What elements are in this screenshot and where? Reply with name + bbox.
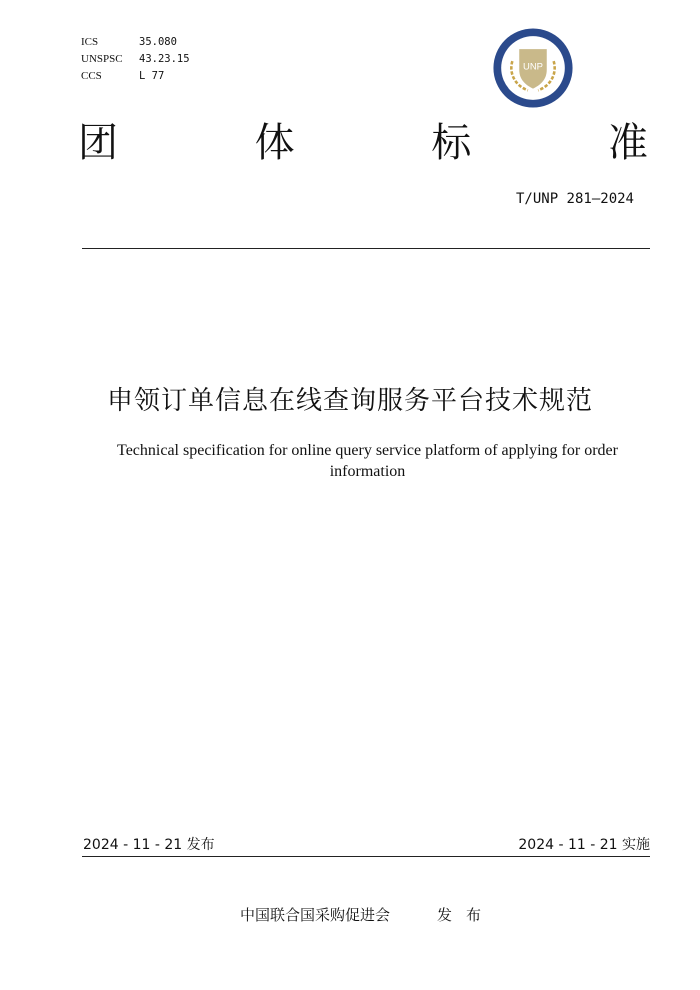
release-date: 2024 - 11 - 21 发布 — [83, 837, 215, 853]
ccs-row — [81, 68, 190, 85]
unp-logo — [490, 25, 576, 111]
ccs-value: L 77 — [139, 70, 165, 82]
english-title: Technical specification for online query service platform of applying for order information — [117, 442, 618, 480]
footer-divider — [82, 856, 650, 857]
effective-date: 2024 - 11 - 21 实施 — [518, 837, 650, 853]
chinese-title: 申领订单信息在线查询服务平台技术规范 — [106, 386, 593, 416]
publisher-name: 中国联合国采购促进会 — [240, 906, 391, 924]
ics-label: ICS — [81, 36, 99, 48]
publish-verb: 发布 — [437, 906, 496, 924]
document-category-title — [78, 117, 648, 169]
header-divider — [82, 248, 650, 249]
unspsc-label: UNSPSC — [81, 53, 123, 65]
category-char: 团 — [78, 120, 118, 166]
category-char: 标 — [431, 120, 472, 166]
ccs-label: CCS — [81, 70, 102, 82]
category-char: 体 — [254, 120, 295, 166]
logo-text: UNP — [523, 61, 543, 73]
ics-row — [81, 34, 190, 51]
ics-value: 35.080 — [139, 36, 177, 48]
classification-codes — [81, 34, 190, 85]
unspsc-row — [81, 51, 190, 68]
category-char: 准 — [607, 120, 648, 166]
standard-number: T/UNP 281—2024 — [515, 191, 634, 207]
unspsc-value: 43.23.15 — [139, 53, 190, 65]
